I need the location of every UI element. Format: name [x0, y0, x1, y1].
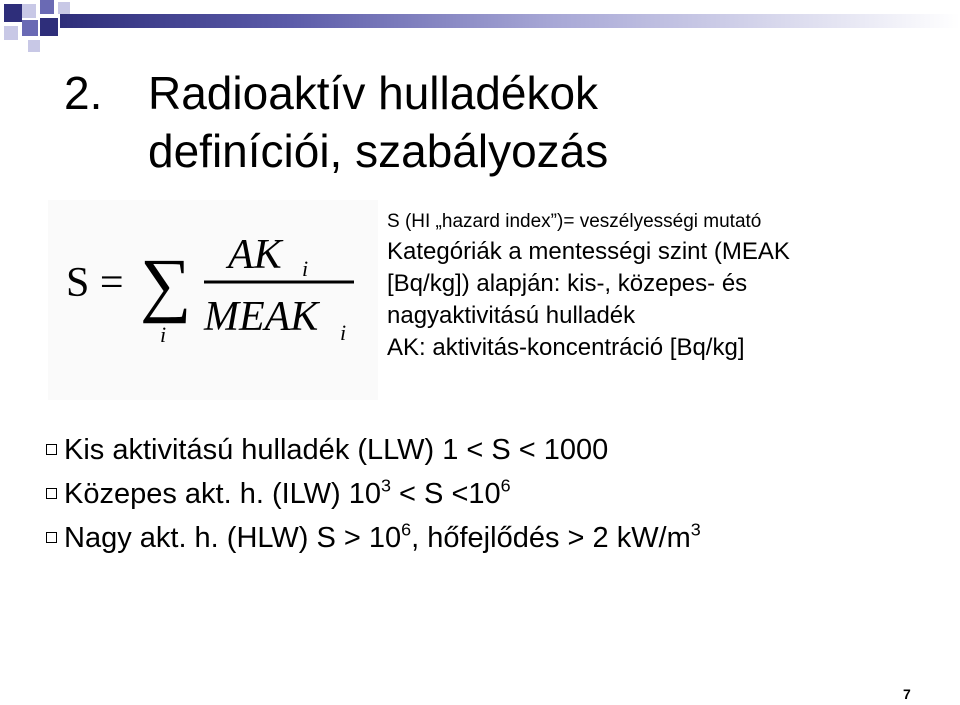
deco-square [22, 20, 38, 36]
deco-gradient-bar [60, 14, 960, 28]
formula-numerator-subscript: i [302, 256, 309, 281]
bullet-square-icon [46, 488, 57, 499]
bullet-ilw [46, 472, 956, 516]
formula-numerator: AK [228, 232, 282, 278]
formula-denominator-subscript: i [340, 320, 347, 345]
bullet-text: Közepes akt. h. (ILW) 10 [64, 478, 381, 510]
definition-line: nagyaktivitású hulladék [387, 302, 636, 329]
title-line-2: definíciói, szabályozás [148, 125, 609, 177]
title-line-1: Radioaktív hulladékok [148, 67, 599, 119]
bullet-text: < S <10 [391, 478, 501, 510]
superscript: 6 [401, 519, 412, 540]
deco-square [40, 18, 58, 36]
formula-graphic [48, 200, 378, 400]
bullet-text: Kis aktivitású hulladék (LLW) 1 < S < 1000 [64, 434, 609, 466]
superscript: 6 [500, 475, 511, 496]
bullet-square-icon [46, 444, 57, 455]
bullet-text: , hőfejlődés > 2 kW/m [411, 522, 691, 554]
definition-line: [Bq/kg]) alapján: kis-, közepes- és [387, 270, 748, 297]
superscript: 3 [381, 475, 391, 496]
deco-square [4, 4, 22, 22]
formula-sum-symbol: ∑ [140, 244, 192, 324]
definition-ak: AK: aktivitás-koncentráció [Bq/kg] [387, 334, 745, 361]
deco-square [58, 2, 70, 14]
page-number: 7 [903, 686, 911, 702]
bullet-llw [46, 428, 956, 472]
definitions-block [387, 208, 947, 364]
deco-square [40, 0, 54, 14]
formula-sum-index: i [160, 322, 167, 347]
bullet-list [46, 428, 956, 560]
bullet-text: Nagy akt. h. (HLW) S > 10 [64, 522, 402, 554]
bullet-hlw [46, 516, 956, 560]
definition-line: Kategóriák a mentességi szint (MEAK [387, 238, 790, 265]
deco-square [22, 4, 36, 18]
title-number: 2. [64, 67, 103, 119]
deco-square [28, 40, 40, 52]
formula-image [48, 200, 378, 400]
bullet-square-icon [46, 532, 57, 543]
formula-denominator: MEAK [204, 294, 319, 340]
superscript: 3 [690, 519, 701, 540]
definition-hazard-index: S (HI „hazard index”)= veszélyességi mutató [387, 211, 762, 232]
decorative-header [0, 0, 960, 60]
deco-square [4, 26, 18, 40]
formula-lhs: S = [66, 260, 124, 306]
